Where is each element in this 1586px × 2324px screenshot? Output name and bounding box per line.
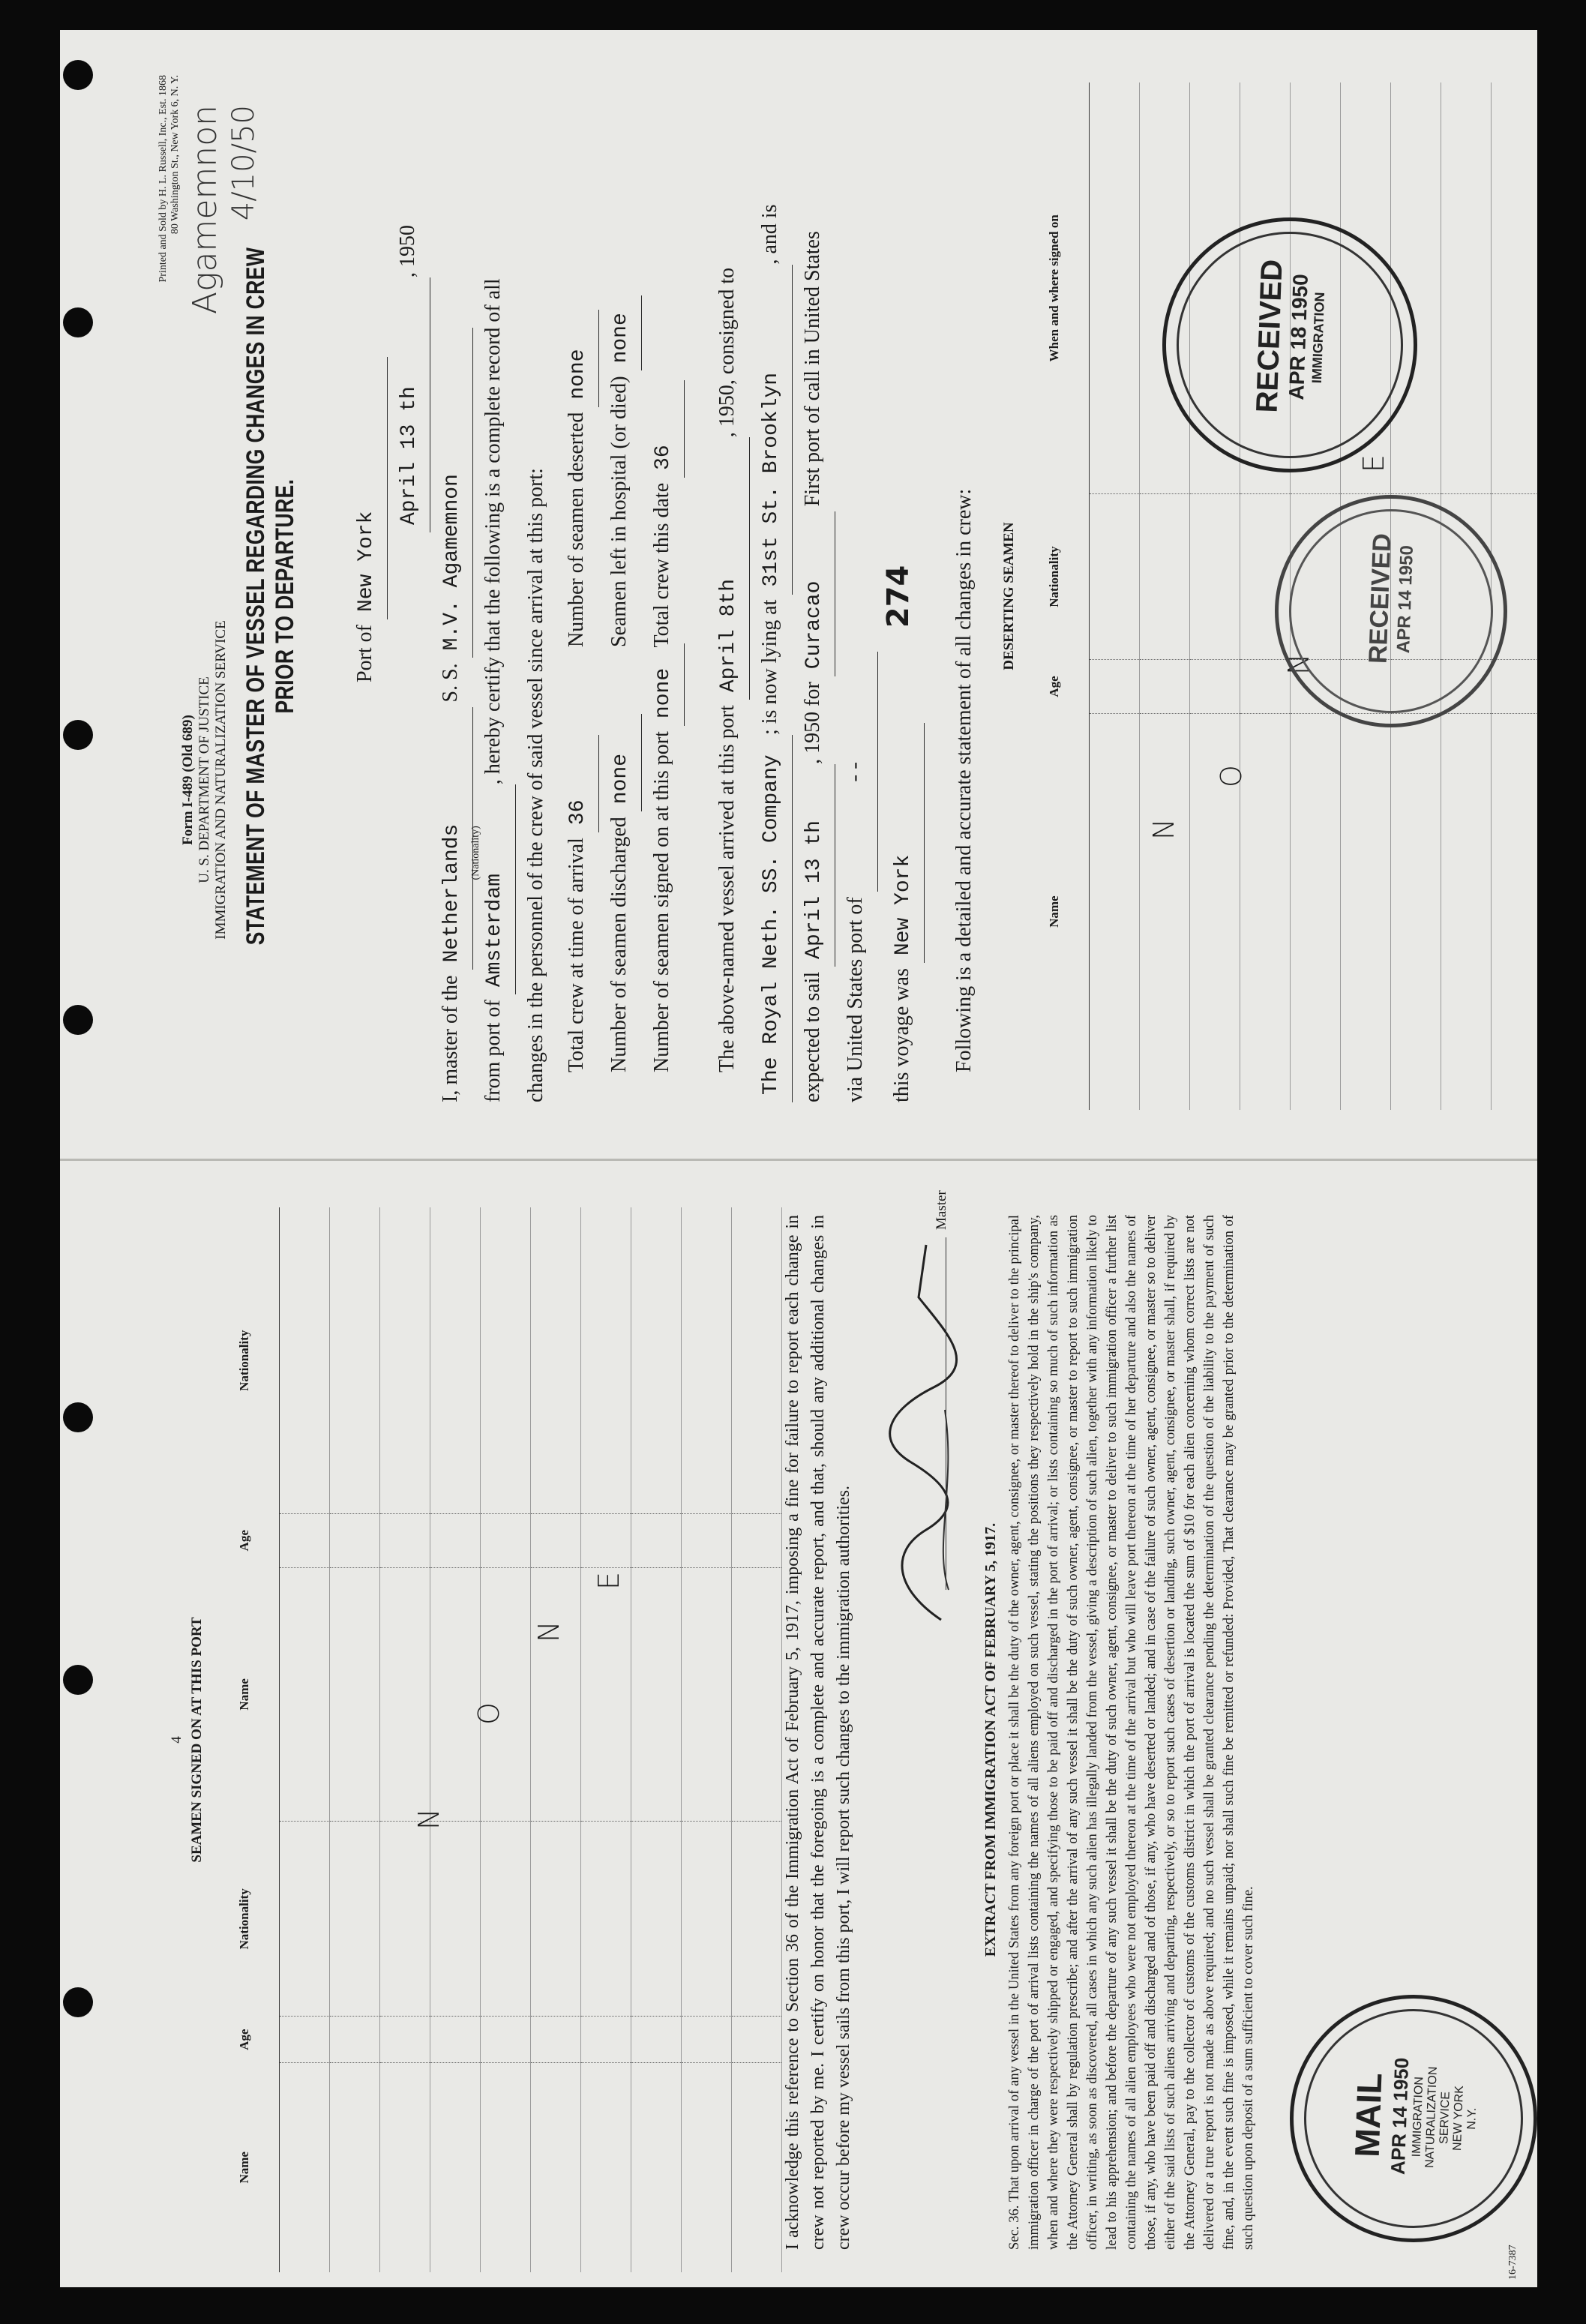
- table-row: [1140, 82, 1190, 1110]
- stamp-text: SERVICE: [1438, 2091, 1453, 2145]
- column-header: Name: [1020, 713, 1090, 1110]
- stamp-date: APR 14 1950: [1393, 544, 1417, 654]
- year-prefix: 19: [396, 246, 419, 267]
- voyage-label: this voyage was: [890, 968, 913, 1102]
- expected-label: expected to sail: [801, 971, 824, 1102]
- crew-arrival-label: Total crew at time of arrival: [565, 838, 588, 1072]
- voyage-port-field: New York: [883, 723, 925, 963]
- punch-hole: [63, 720, 93, 750]
- signed-on-label: Number of seamen signed on at this port: [650, 731, 673, 1072]
- page-number: 4: [169, 1736, 184, 1744]
- acknowledgement-text: I acknowledge this reference to Section 36 of the Immigration Act of February 5, 1917, imposing a fine for failure to report each change in crew not reported by me. I certify on honor that the foregoing is a complete and accurate report, and that, should any additional changes in crew occur before my vessel sails from this port, I will report such changes to the immigration authorities.: [783, 1215, 853, 2250]
- none-letter: O: [472, 1702, 505, 1725]
- for-label: for: [801, 682, 824, 706]
- none-letter: E: [592, 1571, 625, 1590]
- table-row: [330, 1207, 380, 2272]
- signed-on-field: none: [643, 643, 685, 726]
- hospital-label: Seamen left in hospital (or died): [607, 376, 631, 647]
- form-title: STATEMENT OF MASTER OF VESSEL REGARDING CHANGES IN CREW: [241, 247, 270, 946]
- extract-text: Sec. 36. That upon arrival of any vessel in the United States from any foreign port or place it shall be the duty of the owner, agent, consignee, or master thereof to deliver to the principal immigration officer in charge of the port of arrival lists containing the names of all aliens employed on such vessel, stating the positions they respectively hold in the ship's company, when and where they were respectively shipped or engaged, and specifying those to be paid off and discharged in the port of arrival; or lists containing so much of such information as the Attorney General shall by regulation prescribe; and after the arrival of any such vessel it shall be the duty of such owner, agent, consignee, or master to report to such immigration officer, in writing, as soon as discovered, all cases in which any such alien has illegally landed from the vessel, giving a description of such alien, together with any information likely to lead to his apprehension; and before the departure of any such vessel it shall be the duty of such owner, agent, consignee, or master to deliver to such immigration officer a further list containing the names of all alien employees who were not employed thereon at the time of the arrival but who will leave port thereon at the time of her departure and also the names of those, if any, who have been paid off and discharged and of those, if any, who have deserted or landed; and in case of the failure of such owner, agent, consignee, or master so to deliver either of the said lists of such aliens arriving and departing, respectively, or so to report such cases of desertion or landing, such owner, agent, consignee, or master shall, if required by the Attorney General, pay to the collector of customs of the customs district in which the port of arrival is located the sum of $10 for each alien concerning whom correct lists are not delivered or a true report is not made as above required; and no such vessel shall be granted clearance pending the determination of the question of the liability to the payment of such fine, and, in the event such fine is imposed, while it remains unpaid; nor shall such fine be remitted or refunded: Provided, That clearance may be granted prior to the determination of such question upon deposit of a sum sufficient to cover such fine.: [1007, 1215, 1256, 2250]
- punch-hole: [63, 1665, 93, 1695]
- table-row: [380, 1207, 430, 2272]
- master-label: Master: [934, 1190, 949, 1230]
- table-row: [531, 1207, 581, 2272]
- handwritten-vessel-name: Agamemnon: [186, 105, 224, 314]
- lying-label: is now lying at: [758, 599, 781, 724]
- stamp-date: APR 18 1950: [1285, 273, 1312, 400]
- total-crew-date-field: 36: [643, 380, 685, 478]
- table-row: [430, 1207, 481, 2272]
- table-row: [631, 1207, 682, 2272]
- certify-text: hereby certify that the following is a complete record of all: [481, 278, 505, 775]
- consignee-field: The Royal Neth. SS. Company: [751, 735, 793, 1102]
- column-header: Nationality: [210, 1822, 280, 2017]
- stamp-text: RECEIVED: [1250, 259, 1289, 414]
- column-header: Age: [210, 2017, 280, 2063]
- table-row: [481, 1207, 531, 2272]
- from-port-label: from port of: [481, 1000, 505, 1102]
- department: U. S. DEPARTMENT OF JUSTICE: [196, 676, 212, 883]
- port-field: New York: [346, 357, 388, 619]
- none-letter: E: [1357, 454, 1390, 472]
- form-code: 16-7387: [1507, 2245, 1519, 2280]
- column-header: Name: [210, 2063, 280, 2272]
- table-row: [280, 1207, 330, 2272]
- table-row: [581, 1207, 631, 2272]
- form-number: Form I-489 (Old 689): [180, 715, 196, 845]
- nationality-field: Netherlands: [432, 708, 473, 970]
- total-crew-date-label: Total crew this date: [650, 482, 673, 648]
- discharged-field: none: [601, 714, 642, 811]
- received-stamp: [1275, 495, 1507, 727]
- received-stamp: [1162, 217, 1417, 472]
- master-label: I, master of the: [439, 975, 462, 1102]
- sail-date-field: April 13 th: [794, 764, 835, 967]
- column-header: When and where signed on: [1020, 82, 1090, 494]
- deserting-seamen-heading: DESERTING SEAMEN: [1001, 522, 1017, 670]
- punch-hole: [63, 60, 93, 90]
- arrived-year: 1950: [715, 385, 739, 427]
- signed-on-table: [210, 1207, 782, 2272]
- stamp-text: RECEIVED: [1363, 532, 1397, 664]
- deserted-field: none: [558, 310, 599, 407]
- master-signature: [881, 1185, 964, 1635]
- statement-panel: Printed and Sold by H. L. Russell, Inc., Est. 1868 80 Washington St., New York 6, N. Y. Agamemnon 4/10/50 Form I-489 (Old 689) U. S. DEPARTMENT OF JUSTICE IMMIGRATION AND NATURALIZATION SERVICE STATEMENT OF MASTER OF VESSEL REGARDING CHANGES IN CREW PRIOR TO DEPARTURE. Port of New York April 13 th, 1950 I, master of the Netherlands (Nationality) S. S. M.V. Agamemnon from port of Amsterdam, hereby certify that the following is a complete record of all changes in the personnel of the crew of said vessel since arrival at this port: Total crew at time of arrival 36 Number of seamen deserted none Number of seamen discharged none Seamen left in hospital (or died) none Number of seamen signed on at this port none Total crew this date 36 The above-named vessel arrived at this port April 8th, 1950, consigned to The Royal Neth. SS. Company; is now lying at 31st St. Brooklyn, and is expected to sail April 13 th, 1950 for Curacao First port of call in United States via United States port of -- this voyage was New York 274 Following is a detailed and accurate statement of all changes in crew: DESERTING SEAMEN Name Age Nationality When and where signed on N O N E: [157, 75, 1537, 1117]
- stamp-text: IMMIGRATION: [1309, 292, 1328, 384]
- changes-text: changes in the personnel of the crew of said vessel since arrival at this port:: [524, 468, 547, 1102]
- column-header: Name: [210, 1567, 280, 1822]
- hospital-field: none: [601, 295, 642, 370]
- deserted-label: Number of seamen deserted: [565, 412, 588, 647]
- via-label: via United States port of: [844, 897, 867, 1102]
- column-header: Nationality: [1020, 494, 1090, 660]
- consigned-label: consigned to: [715, 267, 739, 375]
- from-port-field: Amsterdam: [475, 784, 516, 994]
- column-header: Nationality: [210, 1207, 280, 1514]
- none-letter: N: [412, 1808, 445, 1830]
- none-letter: O: [1215, 765, 1248, 787]
- table-row: [732, 1207, 782, 2272]
- page-fold: [60, 1159, 1537, 1161]
- none-letter: N: [532, 1621, 565, 1642]
- vessel-field: M.V. Agamemnon: [432, 328, 473, 658]
- ss-label: S. S.: [439, 663, 462, 703]
- punch-hole: [63, 1987, 93, 2017]
- stamp-date: APR 14 1950: [1386, 2057, 1414, 2176]
- document-sheet: [60, 30, 1537, 2287]
- date-field: April 13 th: [389, 277, 430, 532]
- arrived-label: The above-named vessel arrived at this port: [715, 705, 739, 1072]
- discharged-label: Number of seamen discharged: [607, 817, 631, 1072]
- stamp-text: NATURALIZATION: [1423, 2066, 1440, 2169]
- signed-on-heading: SEAMEN SIGNED ON AT THIS PORT: [189, 1617, 205, 1863]
- service: IMMIGRATION AND NATURALIZATION SERVICE: [213, 620, 229, 940]
- crew-arrival-field: 36: [558, 735, 599, 832]
- punch-hole: [63, 307, 93, 337]
- table-row: [682, 1207, 732, 2272]
- stamp-text: N.Y.: [1465, 2107, 1479, 2131]
- extract-heading: EXTRACT FROM IMMIGRATION ACT OF FEBRUARY 5, 1917.: [982, 1522, 999, 1957]
- printer-line: Printed and Sold by H. L. Russell, Inc., Est. 1868: [157, 75, 169, 283]
- following-text: Following is a detailed and accurate statement of all changes in crew:: [952, 488, 976, 1072]
- printer-line: 80 Washington St., New York 6, N. Y.: [169, 75, 181, 235]
- via-port-field: --: [837, 652, 878, 892]
- year-field: 50: [396, 225, 419, 246]
- arrived-date-field: April 8th: [709, 437, 750, 700]
- column-header: Age: [210, 1514, 280, 1568]
- port-label: Port of: [353, 625, 376, 682]
- table-row: [1090, 82, 1140, 1110]
- none-letter: N: [1282, 653, 1315, 675]
- list-number: 274: [881, 565, 916, 628]
- first-port-label: First port of call in United States: [801, 231, 824, 507]
- mail-stamp: [1290, 1995, 1537, 2242]
- punch-hole: [63, 1402, 93, 1432]
- stamp-text: NEW YORK: [1450, 2085, 1466, 2152]
- handwritten-date: 4/10/50: [226, 105, 261, 221]
- punch-hole: [63, 1005, 93, 1035]
- and-is-text: and is: [758, 204, 781, 254]
- sail-year: 1950: [801, 711, 824, 754]
- column-header: Age: [1020, 660, 1090, 714]
- stamp-text: MAIL: [1347, 2072, 1390, 2158]
- none-letter: N: [1147, 818, 1180, 840]
- nationality-caption: (Nationality): [470, 826, 481, 880]
- stamp-text: IMMIGRATION: [1410, 2076, 1426, 2158]
- lying-at-field: 31st St. Brooklyn: [751, 265, 793, 595]
- form-subtitle: PRIOR TO DEPARTURE.: [271, 478, 299, 714]
- destination-field: Curacao: [794, 511, 835, 676]
